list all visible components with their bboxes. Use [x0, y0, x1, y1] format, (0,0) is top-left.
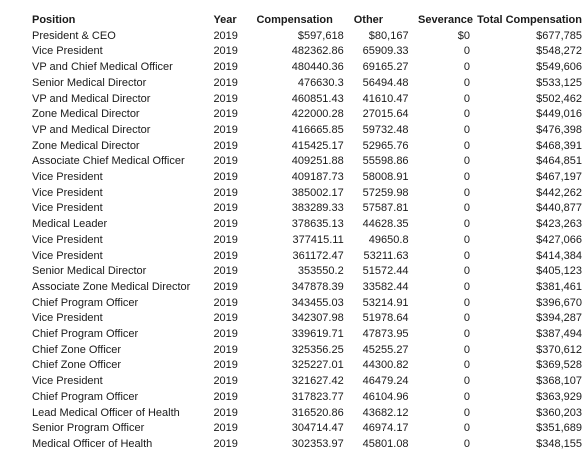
cell-other: 44300.82: [362, 359, 409, 372]
cell-severance: 0: [463, 312, 471, 325]
table-row: [30, 311, 584, 327]
cell-position: Vice President: [32, 45, 103, 58]
cell-severance: 0: [463, 328, 471, 341]
cell-year: 2019: [213, 296, 238, 309]
header-compensation: Compensation: [256, 14, 333, 26]
cell-year: 2019: [213, 202, 238, 215]
cell-other: 51978.64: [362, 312, 409, 325]
cell-position: Chief Zone Officer: [32, 343, 122, 356]
cell-position: VP and Chief Medical Officer: [32, 61, 173, 74]
cell-severance: 0: [463, 218, 471, 231]
cell-total-compensation: $533,125: [536, 76, 582, 89]
table-row: [30, 139, 584, 155]
table-row: [30, 421, 584, 437]
cell-position: Chief Zone Officer: [32, 359, 122, 372]
cell-position: Zone Medical Director: [32, 108, 140, 121]
cell-compensation: 302353.97: [291, 437, 344, 450]
compensation-table: [30, 13, 584, 468]
table-row: [30, 154, 584, 170]
cell-position: VP and Medical Director: [32, 92, 151, 105]
cell-year: 2019: [213, 328, 238, 341]
cell-year: 2019: [213, 108, 238, 121]
table-row: [30, 107, 584, 123]
cell-severance: 0: [463, 123, 471, 136]
cell-compensation: 321627.42: [291, 375, 344, 388]
cell-other: 46974.17: [362, 422, 409, 435]
cell-other: 69165.27: [362, 61, 409, 74]
cell-severance: 0: [463, 280, 471, 293]
cell-year: 2019: [213, 139, 238, 152]
cell-other: 51572.44: [362, 265, 409, 278]
table-header-row: [30, 13, 584, 29]
cell-severance: 0: [463, 186, 471, 199]
table-row: [30, 123, 584, 139]
cell-other: 57587.81: [362, 202, 409, 215]
cell-total-compensation: $549,606: [536, 61, 582, 74]
table-row: [30, 390, 584, 406]
table-row: [30, 201, 584, 217]
cell-compensation: 482362.86: [291, 45, 344, 58]
cell-year: 2019: [213, 186, 238, 199]
cell-position: Senior Medical Director: [32, 265, 147, 278]
cell-severance: 0: [463, 437, 471, 450]
cell-severance: 0: [463, 92, 471, 105]
cell-total-compensation: $351,689: [536, 422, 582, 435]
cell-other: 53214.91: [362, 296, 409, 309]
cell-position: Vice President: [32, 375, 103, 388]
cell-total-compensation: $449,016: [536, 108, 582, 121]
cell-compensation: 385002.17: [291, 186, 344, 199]
cell-other: 27015.64: [362, 108, 409, 121]
cell-position: Associate Chief Medical Officer: [32, 155, 185, 168]
cell-severance: 0: [463, 265, 471, 278]
table-row: [30, 343, 584, 359]
cell-severance: 0: [463, 76, 471, 89]
cell-severance: 0: [463, 139, 471, 152]
cell-total-compensation: $368,107: [536, 375, 582, 388]
cell-total-compensation: $348,155: [536, 437, 582, 450]
cell-compensation: 415425.17: [291, 139, 344, 152]
cell-total-compensation: $370,612: [536, 343, 582, 356]
cell-year: 2019: [213, 249, 238, 262]
table-row: [30, 249, 584, 265]
cell-other: 65909.33: [362, 45, 409, 58]
cell-position: Vice President: [32, 171, 103, 184]
cell-year: 2019: [213, 29, 238, 42]
cell-compensation: 377415.11: [292, 233, 344, 246]
table-row: [30, 406, 584, 422]
cell-other: 58008.91: [362, 171, 409, 184]
cell-position: Medical Leader: [32, 218, 108, 231]
cell-total-compensation: $467,197: [536, 171, 582, 184]
cell-severance: 0: [463, 422, 471, 435]
cell-year: 2019: [213, 437, 238, 450]
cell-total-compensation: $464,851: [536, 155, 582, 168]
cell-position: Vice President: [32, 233, 103, 246]
cell-year: 2019: [213, 233, 238, 246]
cell-other: 52965.76: [362, 139, 409, 152]
cell-year: 2019: [213, 218, 238, 231]
cell-year: 2019: [213, 422, 238, 435]
cell-compensation: 409251.88: [291, 155, 344, 168]
cell-severance: 0: [463, 249, 471, 262]
cell-total-compensation: $363,929: [536, 390, 582, 403]
cell-year: 2019: [213, 123, 238, 136]
cell-other: 59732.48: [362, 123, 409, 136]
cell-compensation: 476630.3: [297, 76, 344, 89]
cell-total-compensation: $405,123: [536, 265, 582, 278]
cell-position: Vice President: [32, 202, 103, 215]
header-year: Year: [213, 14, 237, 26]
cell-position: Medical Officer of Health: [32, 437, 153, 450]
cell-total-compensation: $423,263: [536, 218, 582, 231]
cell-compensation: 325356.25: [291, 343, 344, 356]
cell-severance: 0: [463, 233, 471, 246]
cell-position: Vice President: [32, 186, 103, 199]
cell-severance: 0: [463, 359, 471, 372]
cell-severance: 0: [463, 406, 471, 419]
cell-compensation: 342307.98: [291, 312, 344, 325]
cell-other: 41610.47: [362, 92, 409, 105]
cell-severance: 0: [463, 375, 471, 388]
cell-position: Chief Program Officer: [32, 328, 139, 341]
bottom-edge: [0, 464, 584, 476]
cell-other: 49650.8: [368, 233, 409, 246]
cell-other: 47873.95: [362, 328, 409, 341]
cell-position: VP and Medical Director: [32, 123, 151, 136]
cell-compensation: $597,618: [297, 29, 344, 42]
cell-position: Vice President: [32, 312, 103, 325]
cell-other: 46104.96: [362, 390, 409, 403]
table-body: [30, 29, 584, 469]
cell-other: 46479.24: [362, 375, 409, 388]
cell-year: 2019: [213, 171, 238, 184]
cell-year: 2019: [213, 390, 238, 403]
cell-compensation: 460851.43: [291, 92, 344, 105]
cell-other: 33582.44: [362, 280, 409, 293]
cell-severance: 0: [463, 202, 471, 215]
cell-severance: 0: [463, 155, 471, 168]
cell-total-compensation: $548,272: [536, 45, 582, 58]
cell-total-compensation: $369,528: [536, 359, 582, 372]
cell-compensation: 343455.03: [291, 296, 344, 309]
cell-position: Lead Medical Officer of Health: [32, 406, 180, 419]
header-severance: Severance: [418, 14, 474, 26]
cell-position: Zone Medical Director: [32, 139, 140, 152]
cell-compensation: 325227.01: [291, 359, 344, 372]
cell-total-compensation: $387,494: [536, 328, 582, 341]
cell-year: 2019: [213, 92, 238, 105]
cell-severance: 0: [463, 343, 471, 356]
cell-severance: $0: [457, 29, 471, 42]
cell-compensation: 316520.86: [291, 406, 344, 419]
cell-compensation: 416665.85: [291, 123, 344, 136]
cell-year: 2019: [213, 359, 238, 372]
cell-position: Chief Program Officer: [32, 296, 139, 309]
table-row: [30, 76, 584, 92]
cell-position: Senior Program Officer: [32, 422, 145, 435]
cell-severance: 0: [463, 296, 471, 309]
cell-year: 2019: [213, 265, 238, 278]
cell-total-compensation: $677,785: [536, 29, 582, 42]
cell-position: Vice President: [32, 249, 103, 262]
cell-total-compensation: $427,066: [536, 233, 582, 246]
cell-other: 45255.27: [362, 343, 409, 356]
cell-position: Associate Zone Medical Director: [32, 280, 191, 293]
table-row: [30, 358, 584, 374]
table-row: [30, 437, 584, 453]
cell-other: 53211.63: [363, 249, 409, 262]
cell-compensation: 378635.13: [291, 218, 344, 231]
cell-other: $80,167: [368, 29, 409, 42]
cell-compensation: 304714.47: [291, 422, 344, 435]
cell-total-compensation: $381,461: [536, 280, 582, 293]
cell-compensation: 353550.2: [297, 265, 344, 278]
cell-year: 2019: [213, 280, 238, 293]
table-row: [30, 170, 584, 186]
cell-year: 2019: [213, 45, 238, 58]
cell-other: 57259.98: [362, 186, 409, 199]
cell-year: 2019: [213, 312, 238, 325]
table-row: [30, 217, 584, 233]
cell-other: 44628.35: [362, 218, 409, 231]
cell-year: 2019: [213, 406, 238, 419]
cell-total-compensation: $502,462: [536, 92, 582, 105]
table-row: [30, 296, 584, 312]
cell-compensation: 339619.71: [291, 328, 344, 341]
cell-severance: 0: [463, 108, 471, 121]
cell-total-compensation: $440,877: [536, 202, 582, 215]
cell-total-compensation: $442,262: [536, 186, 582, 199]
cell-compensation: 361172.47: [292, 249, 344, 262]
header-total-compensation: Total Compensation: [477, 14, 582, 26]
table-row: [30, 280, 584, 296]
cell-position: Senior Medical Director: [32, 76, 147, 89]
table-row: [30, 186, 584, 202]
cell-compensation: 409187.73: [291, 171, 344, 184]
table-row: [30, 29, 584, 45]
cell-compensation: 480440.36: [291, 61, 344, 74]
cell-other: 55598.86: [362, 155, 409, 168]
cell-total-compensation: $468,391: [536, 139, 582, 152]
table-row: [30, 327, 584, 343]
cell-year: 2019: [213, 61, 238, 74]
cell-year: 2019: [213, 375, 238, 388]
table-row: [30, 44, 584, 60]
cell-severance: 0: [463, 171, 471, 184]
table-row: [30, 233, 584, 249]
table-row: [30, 92, 584, 108]
cell-position: President & CEO: [32, 29, 116, 42]
cell-other: 43682.12: [362, 406, 409, 419]
cell-compensation: 347878.39: [291, 280, 344, 293]
cell-total-compensation: $394,287: [536, 312, 582, 325]
cell-other: 56494.48: [362, 76, 409, 89]
cell-severance: 0: [463, 390, 471, 403]
cell-total-compensation: $360,203: [536, 406, 582, 419]
cell-total-compensation: $476,398: [536, 123, 582, 136]
cell-other: 45801.08: [362, 437, 409, 450]
cell-severance: 0: [463, 61, 471, 74]
cell-total-compensation: $414,384: [536, 249, 582, 262]
table-row: [30, 374, 584, 390]
table-row: [30, 264, 584, 280]
cell-year: 2019: [213, 155, 238, 168]
cell-year: 2019: [213, 76, 238, 89]
table-row: [30, 60, 584, 76]
cell-compensation: 317823.77: [291, 390, 344, 403]
cell-position: Chief Program Officer: [32, 390, 139, 403]
cell-compensation: 383289.33: [291, 202, 344, 215]
cell-compensation: 422000.28: [291, 108, 344, 121]
header-other: Other: [353, 14, 384, 26]
cell-year: 2019: [213, 343, 238, 356]
cell-total-compensation: $396,670: [536, 296, 582, 309]
header-position: Position: [32, 14, 76, 26]
cell-severance: 0: [463, 45, 471, 58]
